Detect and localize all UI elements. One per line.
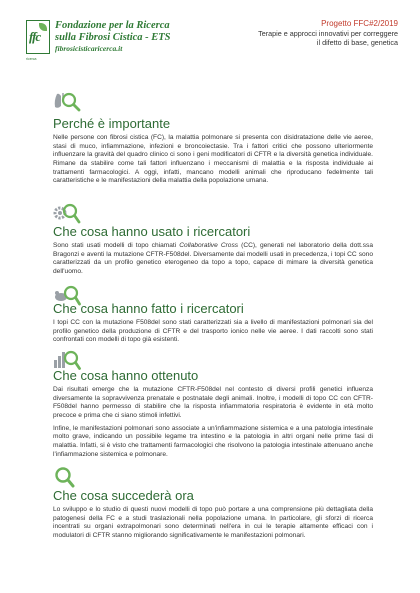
section-paragraph: I topi CC con la mutazione F508del sono stati caratterizzati sia a livello di manifestazioni polmonari sia del profilo genetico della produzione di CFTR e del trasporto ionico nelle vie aeree. I dati raccolti sono stati confrontati con modelli di topo già esistenti. [53,319,373,344]
project-title-line1: Terapie e approcci innovativi per correggere [258,29,398,38]
section-title: Che cosa succederà ora [53,488,194,503]
org-name-line1: Fondazione per la Ricerca [55,20,170,31]
lungs-magnifier-icon [53,90,81,112]
section-title: Perché è importante [53,116,171,131]
logo-text: ffc [29,29,41,44]
org-url: fibrosicisticaricerca.it [55,44,123,53]
section-body [53,506,373,541]
section-body [53,386,373,459]
organization-name [55,20,171,54]
page-header [26,16,398,66]
section-paragraph: Nelle persone con fibrosi cistica (FC), la malattia polmonare si presenta con disidratazione delle vie aeree, stasi di muco, infiammazione, infezioni e broncoiectasie. Tra i fattori critici che possono ulteriormente influenzare la gravità del quadro clinico ci sono i geni modificatori di CFTR e la diversità genetica individuale. Rimane da stabilire come tali fattori influenzano i meccanismi di malattia e la risposta individuale ai trattamenti farmacologici. A oggi, infatti, mancano modelli animali che riproducano fedelmente tali caratteristiche e le manifestazioni della malattia della popolazione umana. [53,134,373,185]
section-importance [53,90,373,190]
section-what-they-did [53,284,373,354]
section-paragraph: Infine, le manifestazioni polmonari sono associate a un'infiammazione sistemica e a una patologia intestinale molto grave, indicando un possibile legame tra intestino e la patologia in altri organi nelle prime fasi di malattia. Infatti, si è visto che trattamenti farmacologici che risolvono la patologia intestinale attenuano anche l'infiammazione sistemica e polmonare. [53,424,373,458]
org-name-line2: sulla Fibrosi Cistica - ETS [55,32,171,43]
section-body [53,319,373,345]
chart-magnifier-icon [53,348,81,370]
section-title: Che cosa hanno usato i ricercatori [53,224,251,239]
magnifier-icon [53,466,81,488]
section-title: Che cosa hanno fatto i ricercatori [53,301,244,316]
project-title-line2: il difetto di base, genetica [316,37,398,47]
section-paragraph: Dai risultati emerge che la mutazione CFTR-F508del nel contesto di diversi profili genetici influenza diversamente la sopravvivenza prenatale e postnatale degli animali. Inoltre, i modelli di topo CC con CFTR-F508del hanno permesso di stabilire che la risposta infiammatoria respiratoria è evidente in età molto precoce e prima che ci siano stimoli infettivi. [53,386,373,419]
project-id: Progetto FFC#2/2019 [321,19,398,28]
gears-magnifier-icon [53,202,81,224]
section-paragraph: Lo sviluppo e lo studio di questi nuovi modelli di topo può portare a una comprensione più dettagliata della patogenesi della FC e a studi traslazionali nella popolazione umana. In particolare, gli sforzi di ricerca incentrati su organi extrapolmonari sono determinati nell'era in cui le terapie altamente efficaci con i modulatori di CFTR stanno migliorando significativamente le manifestazioni polmonari. [53,506,373,539]
section-methods [53,202,373,282]
logo-subtext: ricerca [26,57,37,61]
project-info [258,18,398,47]
section-paragraph: Sono stati usati modelli di topo chiamati Collaborative Cross (CC), generati nel laboratorio della dott.ssa Bragonzi e aventi la mutazione CFTR-F508del. Diversamente dai modelli usati in precedenza, i topi CC sono caratterizzati da un profilo genetico eterogeneo da topo a topo, capace di mimare la diversità genetica dell'uomo. [53,242,374,275]
section-body [53,242,373,277]
section-next-steps [53,466,373,566]
section-title: Che cosa hanno ottenuto [53,368,199,383]
section-body [53,134,373,186]
foundation-logo [26,20,50,54]
